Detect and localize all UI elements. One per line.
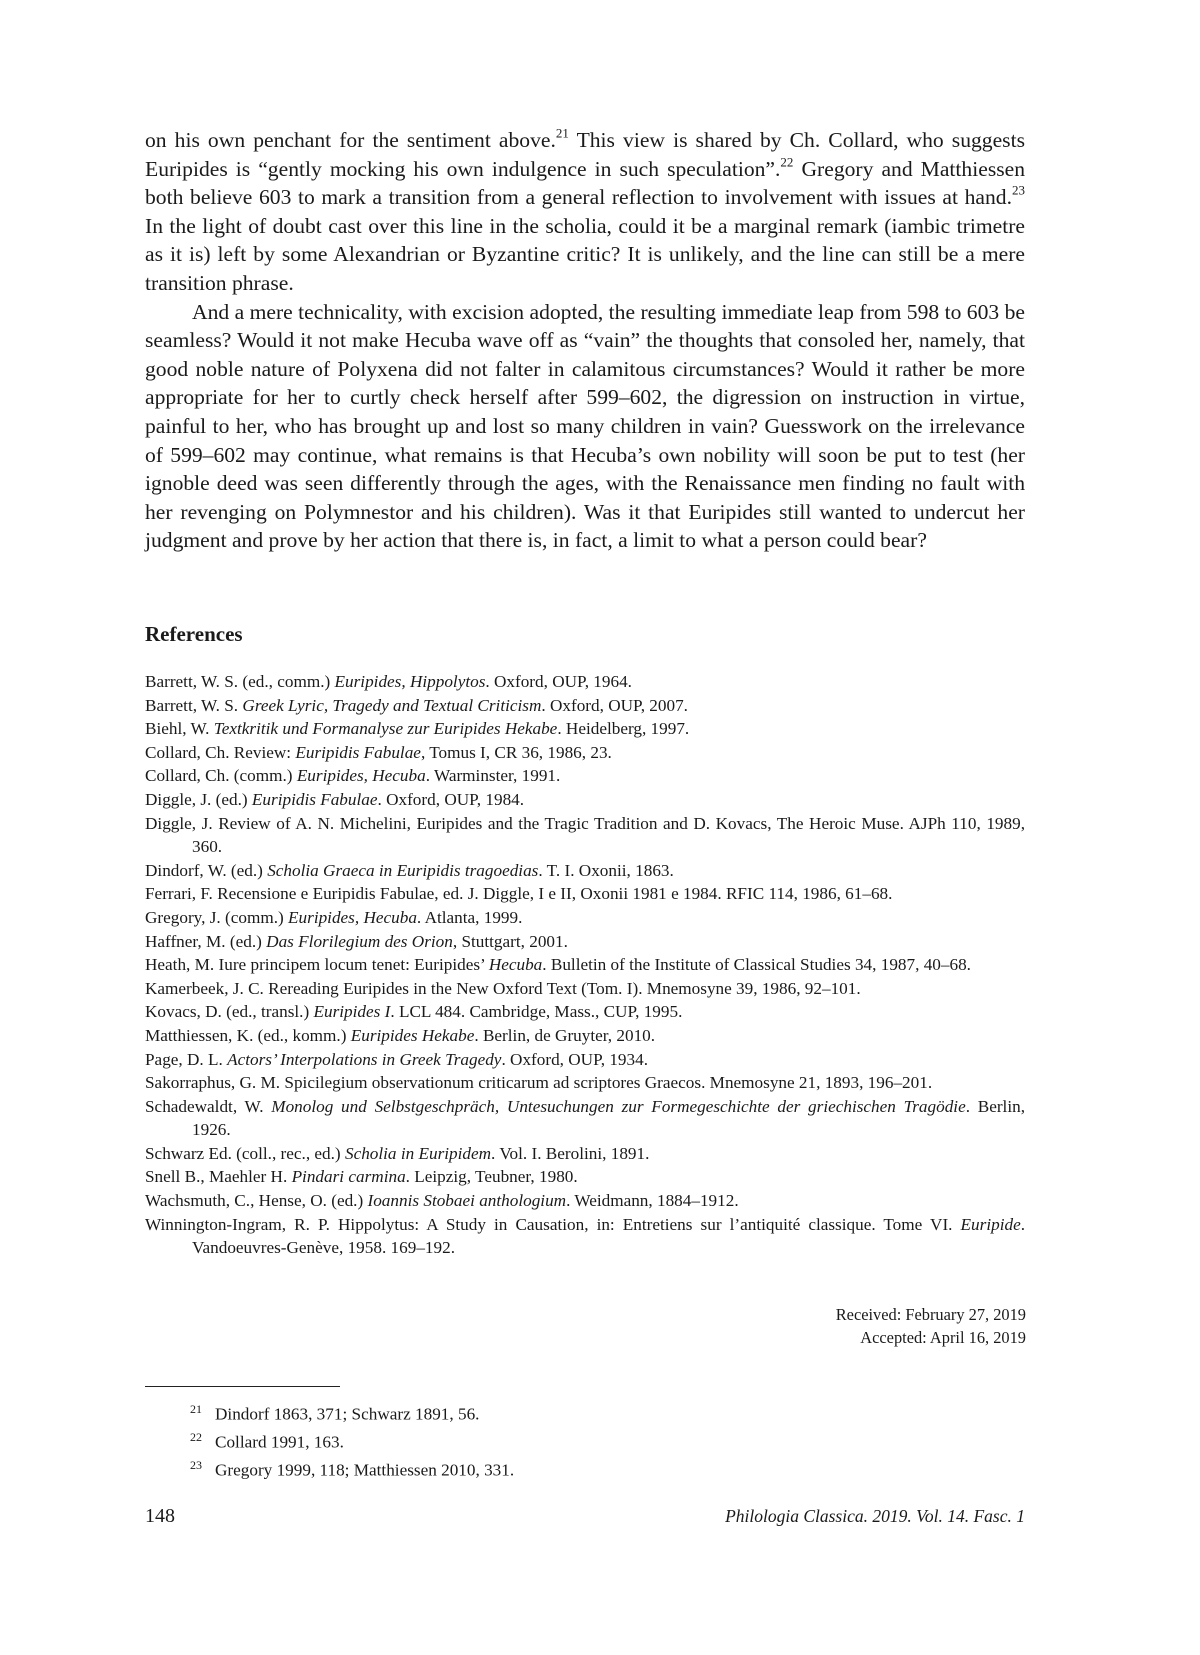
reference-item: Diggle, J. (ed.) Euripidis Fabulae. Oxford, OUP, 1984. [145,789,525,809]
page-number: 148 [145,1505,175,1527]
accepted-date: Accepted: April 16, 2019 [860,1328,1026,1347]
footnote-ref-23[interactable]: 23 [1012,182,1025,198]
footnote-number: 22 [190,1429,202,1444]
reference-item: Gregory, J. (comm.) Euripides, Hecuba. Atlanta, 1999. [145,907,523,927]
references-heading: References [145,622,243,646]
reference-item: Kamerbeek, J. C. Rereading Euripides in the New Oxford Text (Tom. I). Mnemosyne 39, 1986, 92–101. [145,978,861,998]
received-date: Received: February 27, 2019 [835,1305,1026,1324]
footnote-divider [145,1386,340,1387]
text-run: Gregory and Matthiessen both believe 603 to mark a transition from a general reflection to involvement with issues at hand. [145,156,1026,210]
paragraph-2: And a mere technicality, with excision adopted, the resulting immediate leap from 598 to 603 be seamless? Would it not make Hecuba wave off as “vain” the thoughts that consoled her, namely, that good noble nature of Polyxena did not falter in calamitous circumstances? Would it rather be more appropriate for her to curtly check herself after 599–602, the digression on instruction in virtue, painful to her, who has brought up and lost so many children in vain? Guesswork on the irrelevance of 599–602 may continue, what remains is that Hecuba’s own nobility will soon be put to test (her ignoble deed was seen differently through the ages, with the Renaissance men finding no fault with her revenging on Polymnestor and his children). Was it that Euripides still wanted to undercut her judgment and prove by her action that there is, in fact, a limit to what a person could bear? [145,299,1025,553]
reference-item: Schadewaldt, W. Monolog und Selbstgeschpräch, Untesuchungen zur Formegeschichte der griechischen Tragödie. Berlin, 1926. [145,1096,1026,1140]
footnote-ref-22[interactable]: 22 [780,154,794,170]
reference-item: Wachsmuth, C., Hense, O. (ed.) Ioannis Stobaei anthologium. Weidmann, 1884–1912. [145,1191,739,1211]
references-list [145,670,1025,1260]
footnote-ref-21[interactable]: 21 [555,125,569,141]
reference-item: Collard, Ch. Review: Euripidis Fabulae, Tomus I, CR 36, 1986, 23. [145,742,612,762]
footnote-text: Dindorf 1863, 371; Schwarz 1891, 56. [215,1404,480,1424]
footnote-text: Collard 1991, 163. [215,1432,344,1452]
reference-item: Winnington-Ingram, R. P. Hippolytus: A Study in Causation, in: Entretiens sur l’antiquité classique. Tome VI. Euripide. Vandoeuvres-Genève, 1958. 169–192. [145,1214,1025,1258]
reference-item: Ferrari, F. Recensione e Euripidis Fabulae, ed. J. Diggle, I e II, Oxonii 1981 e 1984. RFIC 114, 1986, 61–68. [145,884,893,904]
footnote-item [190,1398,514,1426]
footnote-number: 23 [190,1457,202,1472]
reference-item: Biehl, W. Textkritik und Formanalyse zur Euripides Hekabe. Heidelberg, 1997. [145,719,690,739]
reference-item: Snell B., Maehler H. Pindari carmina. Leipzig, Teubner, 1980. [145,1167,578,1187]
reference-item: Page, D. L. Actors’ Interpolations in Greek Tragedy. Oxford, OUP, 1934. [145,1049,649,1069]
footnote-item [190,1426,514,1454]
text-run: In the light of doubt cast over this line in the scholia, could it be a marginal remark (iambic trimetre as it is) left by some Alexandrian or Byzantine critic? It is unlikely, and the line can still be a mere transition phrase. [145,213,1025,295]
footnote-number: 21 [190,1402,202,1416]
reference-item: Heath, M. Iure principem locum tenet: Euripides’ Hecuba. Bulletin of the Institute of Classical Studies 34, 1987, 40–68. [145,955,971,975]
footnote-item [190,1454,514,1482]
reference-item: Matthiessen, K. (ed., komm.) Euripides Hekabe. Berlin, de Gruyter, 2010. [145,1025,656,1045]
reference-item: Barrett, W. S. (ed., comm.) Euripides, Hippolytos. Oxford, OUP, 1964. [145,672,632,691]
journal-running-footer: Philologia Classica. 2019. Vol. 14. Fasc. 1 [725,1506,1025,1526]
reference-item: Diggle, J. Review of A. N. Michelini, Euripides and the Tragic Tradition and D. Kovacs, The Heroic Muse. AJPh 110, 1989, 360. [145,813,1025,857]
body-text [145,126,1025,555]
reference-item: Kovacs, D. (ed., transl.) Euripides I. LCL 484. Cambridge, Mass., CUP, 1995. [145,1002,683,1022]
text-run: on his own penchant for the sentiment above. [145,128,556,152]
footnote-text: Gregory 1999, 118; Matthiessen 2010, 331. [215,1460,515,1480]
reference-item: Collard, Ch. (comm.) Euripides, Hecuba. Warminster, 1991. [145,766,561,786]
text-run: This view is shared by Ch. Collard, who suggests Euripides is “gently mocking his own indulgence in such speculation”. [145,128,1025,181]
reference-item: Barrett, W. S. Greek Lyric, Tragedy and Textual Criticism. Oxford, OUP, 2007. [145,695,688,715]
reference-item: Dindorf, W. (ed.) Scholia Graeca in Euripidis tragoedias. T. I. Oxonii, 1863. [145,860,674,880]
reference-item: Haffner, M. (ed.) Das Florilegium des Orion, Stuttgart, 2001. [145,931,568,951]
reference-item: Schwarz Ed. (coll., rec., ed.) Scholia in Euripidem. Vol. I. Berolini, 1891. [145,1143,650,1163]
paragraph-1 [145,126,1025,298]
submission-dates [836,1303,1026,1349]
reference-item: Sakorraphus, G. M. Spicilegium observationum criticarum ad scriptores Graecos. Mnemosyne 21, 1893, 196–201. [145,1073,933,1093]
footnotes-list [190,1398,514,1482]
